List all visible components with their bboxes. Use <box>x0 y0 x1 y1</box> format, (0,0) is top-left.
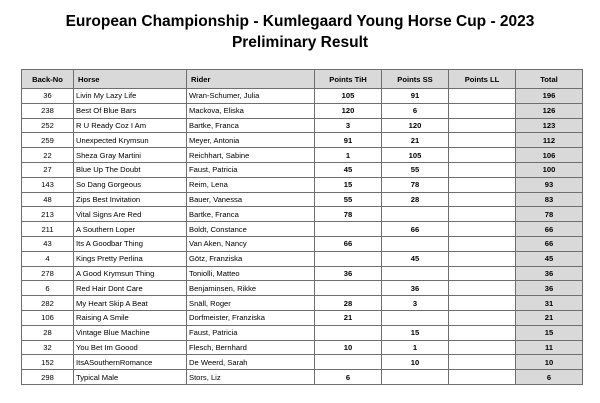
header-horse: Horse <box>74 70 187 89</box>
points-tih-cell: 10 <box>315 340 382 355</box>
horse-cell: Best Of Blue Bars <box>74 103 187 118</box>
header-points-tih: Points TiH <box>315 70 382 89</box>
points-tih-cell <box>315 355 382 370</box>
points-tih-cell <box>315 325 382 340</box>
points-ss-cell: 55 <box>382 162 449 177</box>
rider-cell: Meyer, Antonia <box>187 133 315 148</box>
points-ss-cell: 105 <box>382 148 449 163</box>
points-ss-cell: 3 <box>382 296 449 311</box>
rider-cell: Reichhart, Sabine <box>187 148 315 163</box>
rider-cell: Boldt, Constance <box>187 222 315 237</box>
points-tih-cell: 36 <box>315 266 382 281</box>
points-ss-cell: 66 <box>382 222 449 237</box>
header-total: Total <box>516 70 583 89</box>
horse-cell: Its A Goodbar Thing <box>74 236 187 251</box>
points-ss-cell: 36 <box>382 281 449 296</box>
points-tih-cell <box>315 222 382 237</box>
points-ll-cell <box>449 222 516 237</box>
back-no-cell: 6 <box>22 281 74 296</box>
total-cell: 123 <box>516 118 583 133</box>
table-row <box>22 310 583 325</box>
points-ll-cell <box>449 355 516 370</box>
horse-cell: Blue Up The Doubt <box>74 162 187 177</box>
table-row <box>22 148 583 163</box>
total-cell: 112 <box>516 133 583 148</box>
points-ss-cell: 28 <box>382 192 449 207</box>
points-tih-cell: 91 <box>315 133 382 148</box>
rider-cell: Bauer, Vanessa <box>187 192 315 207</box>
back-no-cell: 143 <box>22 177 74 192</box>
points-ll-cell <box>449 118 516 133</box>
total-cell: 66 <box>516 222 583 237</box>
points-ss-cell <box>382 207 449 222</box>
back-no-cell: 211 <box>22 222 74 237</box>
points-ll-cell <box>449 236 516 251</box>
total-cell: 196 <box>516 89 583 104</box>
total-cell: 45 <box>516 251 583 266</box>
back-no-cell: 32 <box>22 340 74 355</box>
back-no-cell: 282 <box>22 296 74 311</box>
horse-cell: Red Hair Dont Care <box>74 281 187 296</box>
points-ll-cell <box>449 192 516 207</box>
rider-cell: Dorfmeister, Franziska <box>187 310 315 325</box>
rider-cell: Faust, Patricia <box>187 325 315 340</box>
points-ss-cell: 91 <box>382 89 449 104</box>
table-body <box>22 89 583 385</box>
horse-cell: Vintage Blue Machine <box>74 325 187 340</box>
table-row <box>22 207 583 222</box>
points-tih-cell: 1 <box>315 148 382 163</box>
points-ll-cell <box>449 148 516 163</box>
points-ll-cell <box>449 340 516 355</box>
points-ss-cell: 21 <box>382 133 449 148</box>
back-no-cell: 22 <box>22 148 74 163</box>
header-points-ss: Points SS <box>382 70 449 89</box>
rider-cell: Mackova, Eliska <box>187 103 315 118</box>
back-no-cell: 28 <box>22 325 74 340</box>
back-no-cell: 106 <box>22 310 74 325</box>
points-ll-cell <box>449 281 516 296</box>
points-ss-cell <box>382 370 449 385</box>
back-no-cell: 43 <box>22 236 74 251</box>
total-cell: 31 <box>516 296 583 311</box>
total-cell: 126 <box>516 103 583 118</box>
points-ss-cell: 15 <box>382 325 449 340</box>
table-header <box>22 70 583 89</box>
header-back-no: Back-No <box>22 70 74 89</box>
points-ll-cell <box>449 133 516 148</box>
total-cell: 11 <box>516 340 583 355</box>
total-cell: 36 <box>516 266 583 281</box>
points-tih-cell <box>315 251 382 266</box>
back-no-cell: 48 <box>22 192 74 207</box>
points-ss-cell <box>382 236 449 251</box>
total-cell: 36 <box>516 281 583 296</box>
document-subtitle: Preliminary Result <box>231 34 369 51</box>
table-row <box>22 162 583 177</box>
horse-cell: Raising A Smile <box>74 310 187 325</box>
points-ss-cell: 6 <box>382 103 449 118</box>
points-ll-cell <box>449 89 516 104</box>
rider-cell: Toniolli, Matteo <box>187 266 315 281</box>
table-row <box>22 103 583 118</box>
back-no-cell: 252 <box>22 118 74 133</box>
horse-cell: R U Ready Coz I Am <box>74 118 187 133</box>
header-row <box>22 70 583 89</box>
horse-cell: Livin My Lazy Life <box>74 89 187 104</box>
back-no-cell: 4 <box>22 251 74 266</box>
rider-cell: De Weerd, Sarah <box>187 355 315 370</box>
rider-cell: Faust, Patricia <box>187 162 315 177</box>
back-no-cell: 238 <box>22 103 74 118</box>
points-ll-cell <box>449 266 516 281</box>
table-row <box>22 266 583 281</box>
horse-cell: Zips Best Invitation <box>74 192 187 207</box>
points-ll-cell <box>449 207 516 222</box>
table-row <box>22 133 583 148</box>
points-ss-cell: 10 <box>382 355 449 370</box>
points-ll-cell <box>449 162 516 177</box>
total-cell: 6 <box>516 370 583 385</box>
points-ll-cell <box>449 251 516 266</box>
rider-cell: Wran-Schumer, Julia <box>187 89 315 104</box>
points-tih-cell: 45 <box>315 162 382 177</box>
back-no-cell: 36 <box>22 89 74 104</box>
table-row <box>22 340 583 355</box>
header-rider: Rider <box>187 70 315 89</box>
table-row <box>22 222 583 237</box>
document-title: European Championship - Kumlegaard Young Horse Cup - 2023 <box>65 13 535 30</box>
points-ll-cell <box>449 177 516 192</box>
points-ll-cell <box>449 103 516 118</box>
horse-cell: A Southern Loper <box>74 222 187 237</box>
points-tih-cell <box>315 281 382 296</box>
points-ll-cell <box>449 310 516 325</box>
points-tih-cell: 78 <box>315 207 382 222</box>
back-no-cell: 259 <box>22 133 74 148</box>
horse-cell: Vital Signs Are Red <box>74 207 187 222</box>
points-tih-cell: 3 <box>315 118 382 133</box>
points-tih-cell: 55 <box>315 192 382 207</box>
rider-cell: Snäll, Roger <box>187 296 315 311</box>
back-no-cell: 27 <box>22 162 74 177</box>
total-cell: 100 <box>516 162 583 177</box>
rider-cell: Van Aken, Nancy <box>187 236 315 251</box>
table-row <box>22 370 583 385</box>
points-ll-cell <box>449 296 516 311</box>
horse-cell: Typical Male <box>74 370 187 385</box>
rider-cell: Bartke, Franca <box>187 118 315 133</box>
horse-cell: ItsASouthernRomance <box>74 355 187 370</box>
table-row <box>22 325 583 340</box>
points-ll-cell <box>449 325 516 340</box>
rider-cell: Götz, Franziska <box>187 251 315 266</box>
table-row <box>22 251 583 266</box>
results-table <box>21 69 583 385</box>
back-no-cell: 213 <box>22 207 74 222</box>
points-tih-cell: 28 <box>315 296 382 311</box>
points-ss-cell: 45 <box>382 251 449 266</box>
points-tih-cell: 105 <box>315 89 382 104</box>
rider-cell: Benjaminsen, Rikke <box>187 281 315 296</box>
points-ll-cell <box>449 370 516 385</box>
table-row <box>22 177 583 192</box>
points-ss-cell: 120 <box>382 118 449 133</box>
back-no-cell: 152 <box>22 355 74 370</box>
total-cell: 66 <box>516 236 583 251</box>
table-row <box>22 296 583 311</box>
horse-cell: Unexpected Krymsun <box>74 133 187 148</box>
points-tih-cell: 6 <box>315 370 382 385</box>
back-no-cell: 278 <box>22 266 74 281</box>
total-cell: 78 <box>516 207 583 222</box>
points-tih-cell: 66 <box>315 236 382 251</box>
table-row <box>22 236 583 251</box>
rider-cell: Flesch, Bernhard <box>187 340 315 355</box>
table-row <box>22 89 583 104</box>
total-cell: 15 <box>516 325 583 340</box>
points-ss-cell: 78 <box>382 177 449 192</box>
points-tih-cell: 21 <box>315 310 382 325</box>
points-tih-cell: 15 <box>315 177 382 192</box>
points-ss-cell <box>382 310 449 325</box>
back-no-cell: 298 <box>22 370 74 385</box>
total-cell: 10 <box>516 355 583 370</box>
rider-cell: Bartke, Franca <box>187 207 315 222</box>
horse-cell: You Bet Im Goood <box>74 340 187 355</box>
table-row <box>22 281 583 296</box>
horse-cell: Kings Pretty Perlina <box>74 251 187 266</box>
rider-cell: Stors, Liz <box>187 370 315 385</box>
points-ss-cell <box>382 266 449 281</box>
table-row <box>22 355 583 370</box>
points-ss-cell: 1 <box>382 340 449 355</box>
rider-cell: Reim, Lena <box>187 177 315 192</box>
points-tih-cell: 120 <box>315 103 382 118</box>
horse-cell: A Good Krymsun Thing <box>74 266 187 281</box>
horse-cell: So Dang Gorgeous <box>74 177 187 192</box>
table-row <box>22 192 583 207</box>
total-cell: 21 <box>516 310 583 325</box>
total-cell: 83 <box>516 192 583 207</box>
table-row <box>22 118 583 133</box>
header-points-ll: Points LL <box>449 70 516 89</box>
total-cell: 106 <box>516 148 583 163</box>
horse-cell: Sheza Gray Martini <box>74 148 187 163</box>
horse-cell: My Heart Skip A Beat <box>74 296 187 311</box>
total-cell: 93 <box>516 177 583 192</box>
